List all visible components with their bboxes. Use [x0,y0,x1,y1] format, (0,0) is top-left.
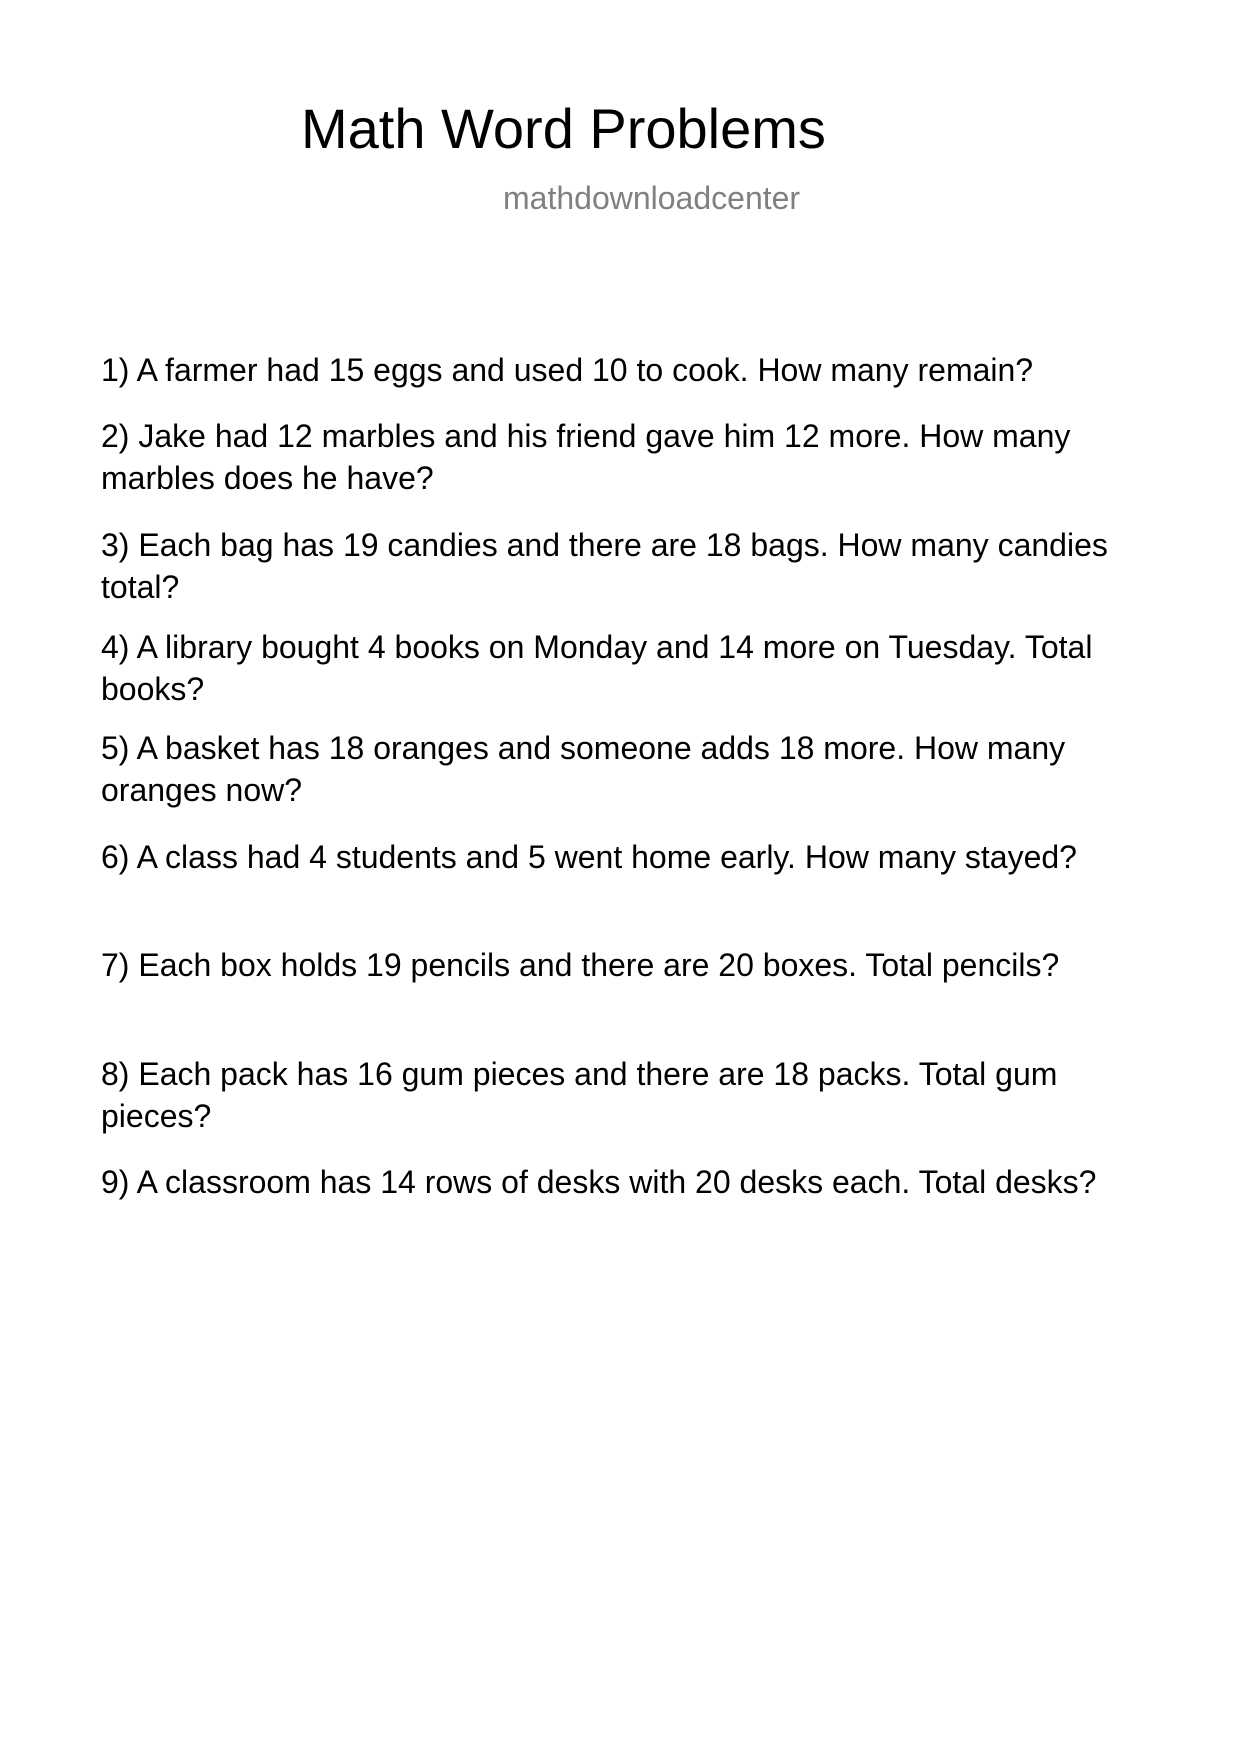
problem-item-2: 2) Jake had 12 marbles and his friend gave him 12 more. How many marbles does he have? [101,418,1071,496]
problem-item-6: 6) A class had 4 students and 5 went home early. How many stayed? [101,839,1077,875]
problem-item-7: 7) Each box holds 19 pencils and there are 20 boxes. Total pencils? [101,947,1060,983]
problem-item-1: 1) A farmer had 15 eggs and used 10 to cook. How many remain? [101,352,1034,388]
page-title: Math Word Problems [301,97,826,160]
problem-item-8: 8) Each pack has 16 gum pieces and there are 18 packs. Total gum pieces? [101,1056,1058,1134]
problem-item-9: 9) A classroom has 14 rows of desks with 20 desks each. Total desks? [101,1164,1097,1200]
problem-item-4: 4) A library bought 4 books on Monday and 14 more on Tuesday. Total books? [101,629,1093,707]
problem-item-3: 3) Each bag has 19 candies and there are 18 bags. How many candies total? [101,527,1108,605]
source-subtitle: mathdownloadcenter [503,180,801,216]
problem-item-5: 5) A basket has 18 oranges and someone adds 18 more. How many oranges now? [101,730,1066,808]
